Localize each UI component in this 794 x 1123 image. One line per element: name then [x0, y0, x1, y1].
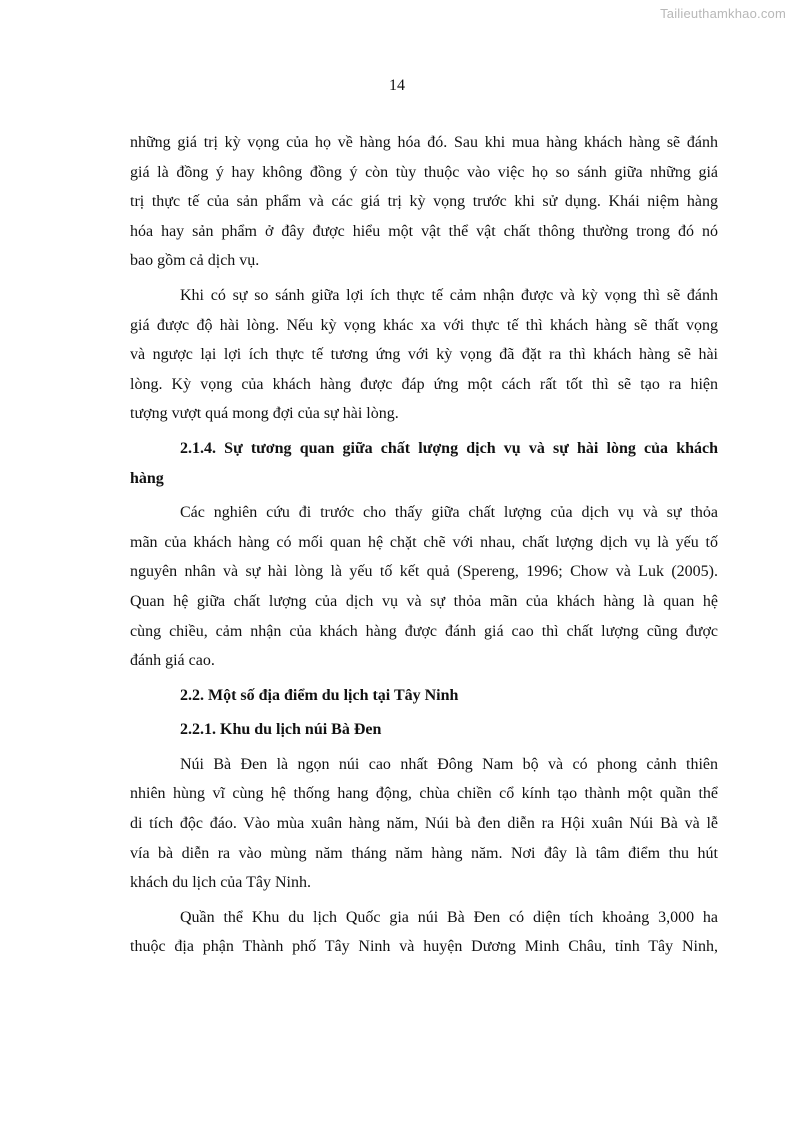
paragraph-line: Quần thể Khu du lịch Quốc gia núi Bà Đen có diện tích khoảng 3,000 ha — [180, 908, 718, 926]
page-number: 14 — [389, 77, 405, 94]
paragraph-line: nhiên hùng vĩ cùng hệ thống hang động, chùa chiền cổ kính tạo thành một quần thể — [130, 785, 718, 803]
heading-line: 2.1.4. Sự tương quan giữa chất lượng dịch vụ và sự hài lòng của khách — [180, 439, 718, 457]
paragraph-line: nguyên nhân và sự hài lòng là yếu tố kết quả (Spereng, 1996; Chow và Luk (2005). — [130, 563, 718, 581]
paragraph-line: cùng chiều, cảm nhận của khách hàng được đánh giá cao thì chất lượng cũng được — [130, 622, 718, 640]
watermark-text: Tailieuthamkhao.com — [660, 6, 786, 21]
paragraph-line: những giá trị kỳ vọng của họ về hàng hóa đó. Sau khi mua hàng khách hàng sẽ đánh — [130, 134, 718, 151]
paragraph-line: bao gồm cả dịch vụ. — [130, 252, 260, 270]
paragraph-5 — [130, 903, 718, 962]
paragraph-line: mãn của khách hàng có mối quan hệ chặt chẽ với nhau, chất lượng dịch vụ là yếu tố — [130, 533, 718, 551]
paragraph-line: di tích độc đáo. Vào mùa xuân hàng năm, Núi bà đen diễn ra Hội xuân Núi Bà và lễ — [130, 815, 718, 833]
paragraph-line: giá là đồng ý hay không đồng ý còn tùy thuộc vào việc họ so sánh giữa những giá — [130, 163, 718, 181]
paragraph-3 — [130, 498, 718, 676]
paragraph-2 — [130, 281, 718, 429]
paragraph-line: tượng vượt quá mong đợi của sự hài lòng. — [130, 405, 399, 423]
paragraph-line: Khi có sự so sánh giữa lợi ích thực tế cảm nhận được và kỳ vọng thì sẽ đánh — [180, 286, 718, 304]
paragraph-line: giá được độ hài lòng. Nếu kỳ vọng khác xa với thực tế thì khách hàng sẽ thất vọng — [130, 316, 718, 334]
document-body — [130, 128, 718, 967]
section-heading-2-1-4 — [130, 434, 718, 493]
heading-line: 2.2.1. Khu du lịch núi Bà Đen — [180, 721, 382, 739]
paragraph-line: trị thực tế của sản phẩm và các giá trị kỳ vọng trước khi sử dụng. Khái niệm hàng — [130, 193, 718, 211]
paragraph-1 — [130, 128, 718, 276]
paragraph-line: và ngược lại lợi ích thực tế tương ứng với kỳ vọng đã đặt ra thì khách hàng sẽ hài — [130, 346, 718, 364]
paragraph-line: khách du lịch của Tây Ninh. — [130, 874, 311, 892]
paragraph-line: lòng. Kỳ vọng của khách hàng được đáp ứng một cách rất tốt thì sẽ tạo ra hiện — [130, 375, 718, 393]
paragraph-line: hóa hay sản phẩm ở đây được hiểu một vật thể vật chất thông thường trong đó nó — [130, 222, 718, 240]
paragraph-line: Quan hệ giữa chất lượng của dịch vụ và sự thỏa mãn của khách hàng là quan hệ — [130, 592, 718, 610]
paragraph-line: đánh giá cao. — [130, 652, 215, 670]
paragraph-line: Các nghiên cứu đi trước cho thấy giữa chất lượng của dịch vụ và sự thỏa — [180, 504, 718, 522]
paragraph-line: Núi Bà Đen là ngọn núi cao nhất Đông Nam bộ và có phong cảnh thiên — [180, 755, 718, 773]
heading-line: hàng — [130, 469, 164, 487]
paragraph-line: thuộc địa phận Thành phố Tây Ninh và huyện Dương Minh Châu, tỉnh Tây Ninh, — [130, 938, 718, 956]
paragraph-line: vía bà diễn ra vào mùng năm tháng năm hàng năm. Nơi đây là tâm điểm thu hút — [130, 844, 718, 862]
section-heading-2-2 — [130, 681, 718, 711]
section-heading-2-2-1 — [130, 715, 718, 745]
heading-line: 2.2. Một số địa điểm du lịch tại Tây Ninh — [180, 686, 459, 704]
paragraph-4 — [130, 750, 718, 898]
